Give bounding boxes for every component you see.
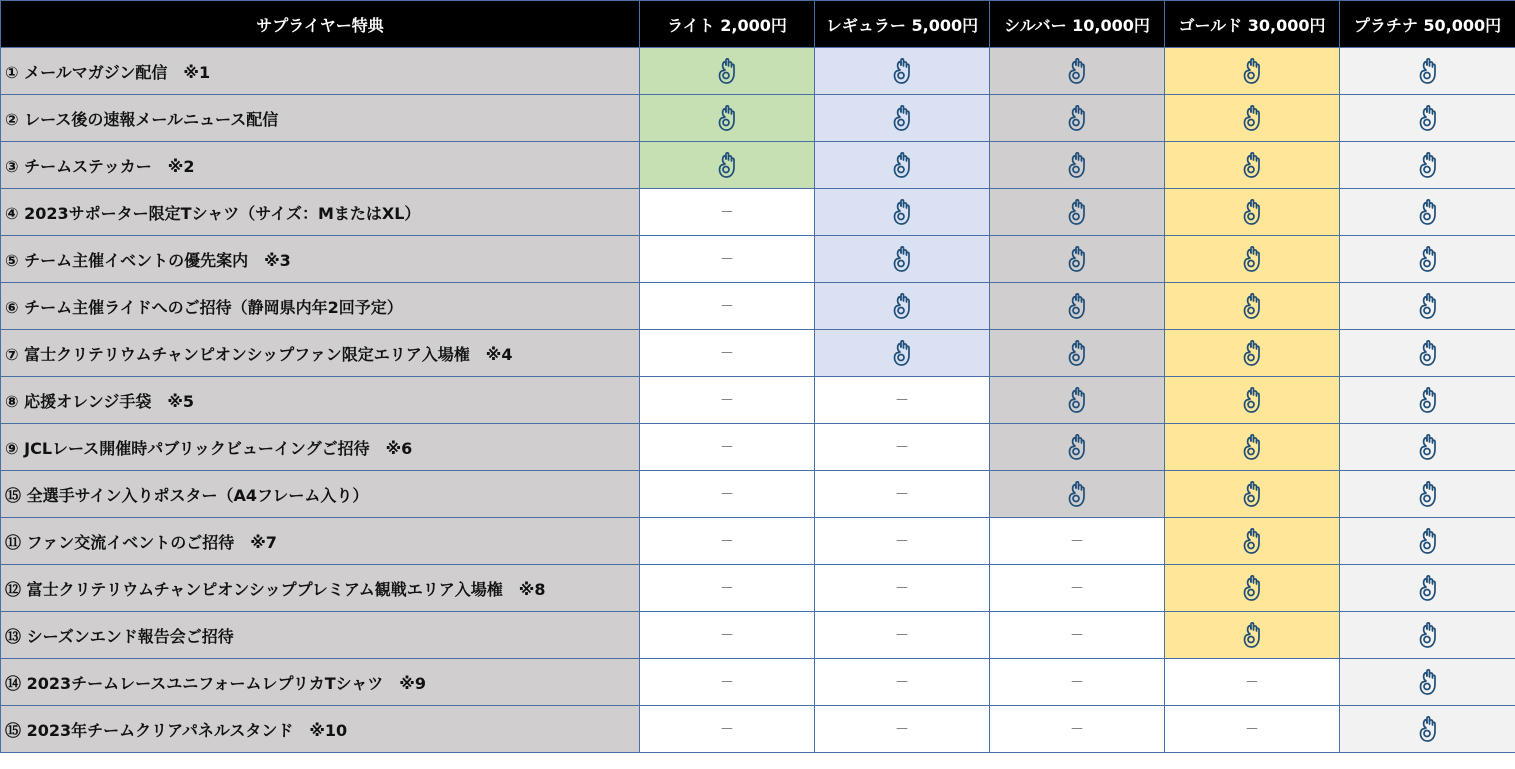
- ok-hand-icon: [1417, 151, 1439, 179]
- tier-cell-regular: [815, 283, 990, 330]
- tier-cell-light: [640, 283, 815, 330]
- header-tier-gold: ゴールド 30,000円: [1165, 1, 1340, 48]
- ok-hand-icon: [1241, 198, 1263, 226]
- not-included-dash: －: [720, 534, 734, 550]
- not-included-dash: －: [1070, 722, 1084, 738]
- benefit-label: ④ 2023サポーター限定Tシャツ（サイズ：MまたはXL）: [1, 189, 640, 236]
- benefit-label: ⑦ 富士クリテリウムチャンピオンシップファン限定エリア入場権 ※4: [1, 330, 640, 377]
- tier-cell-platinum: [1340, 236, 1515, 283]
- tier-cell-gold: [1165, 612, 1340, 659]
- tier-cell-regular: [815, 236, 990, 283]
- not-included-dash: －: [720, 722, 734, 738]
- table-row: [1, 424, 1515, 471]
- table-row: [1, 95, 1515, 142]
- not-included-dash: －: [1070, 534, 1084, 550]
- ok-hand-icon: [1417, 292, 1439, 320]
- header-tier-silver: シルバー 10,000円: [990, 1, 1165, 48]
- header-tier-light: ライト 2,000円: [640, 1, 815, 48]
- ok-hand-icon: [1066, 198, 1088, 226]
- tier-cell-light: [640, 471, 815, 518]
- tier-cell-platinum: [1340, 95, 1515, 142]
- not-included-dash: －: [895, 581, 909, 597]
- tier-cell-light: [640, 142, 815, 189]
- ok-hand-icon: [1417, 621, 1439, 649]
- ok-hand-icon: [1066, 339, 1088, 367]
- tier-cell-regular: [815, 706, 990, 753]
- header-row: [1, 1, 1515, 48]
- tier-cell-silver: [990, 142, 1165, 189]
- tier-cell-gold: [1165, 189, 1340, 236]
- ok-hand-icon: [891, 57, 913, 85]
- tier-cell-silver: [990, 283, 1165, 330]
- ok-hand-icon: [716, 57, 738, 85]
- ok-hand-icon: [1066, 386, 1088, 414]
- table-row: [1, 612, 1515, 659]
- tier-cell-light: [640, 659, 815, 706]
- ok-hand-icon: [1066, 433, 1088, 461]
- ok-hand-icon: [1241, 386, 1263, 414]
- tier-cell-light: [640, 236, 815, 283]
- table-row: [1, 659, 1515, 706]
- benefit-label: ⑫ 富士クリテリウムチャンピオンシッププレミアム観戦エリア入場権 ※8: [1, 565, 640, 612]
- benefit-label: ⑤ チーム主催イベントの優先案内 ※3: [1, 236, 640, 283]
- tier-cell-platinum: [1340, 424, 1515, 471]
- ok-hand-icon: [716, 151, 738, 179]
- table-row: [1, 565, 1515, 612]
- not-included-dash: －: [1070, 581, 1084, 597]
- tier-cell-gold: [1165, 424, 1340, 471]
- ok-hand-icon: [1066, 104, 1088, 132]
- tier-cell-regular: [815, 95, 990, 142]
- not-included-dash: －: [895, 393, 909, 409]
- tier-cell-light: [640, 706, 815, 753]
- tier-cell-silver: [990, 471, 1165, 518]
- not-included-dash: －: [720, 628, 734, 644]
- tier-cell-gold: [1165, 283, 1340, 330]
- header-tier-regular: レギュラー 5,000円: [815, 1, 990, 48]
- tier-cell-regular: [815, 142, 990, 189]
- ok-hand-icon: [1417, 574, 1439, 602]
- tier-cell-platinum: [1340, 142, 1515, 189]
- ok-hand-icon: [1066, 151, 1088, 179]
- ok-hand-icon: [1241, 151, 1263, 179]
- tier-cell-light: [640, 48, 815, 95]
- not-included-dash: －: [1245, 722, 1259, 738]
- ok-hand-icon: [1417, 480, 1439, 508]
- tier-cell-regular: [815, 48, 990, 95]
- tier-cell-silver: [990, 95, 1165, 142]
- tier-cell-light: [640, 95, 815, 142]
- tier-cell-silver: [990, 236, 1165, 283]
- tier-cell-light: [640, 377, 815, 424]
- tier-cell-gold: [1165, 142, 1340, 189]
- not-included-dash: －: [720, 252, 734, 268]
- tier-cell-silver: [990, 518, 1165, 565]
- table-row: [1, 142, 1515, 189]
- ok-hand-icon: [891, 339, 913, 367]
- table-row: [1, 518, 1515, 565]
- ok-hand-icon: [891, 292, 913, 320]
- tier-cell-regular: [815, 424, 990, 471]
- ok-hand-icon: [891, 151, 913, 179]
- header-tier-platinum: プラチナ 50,000円: [1340, 1, 1515, 48]
- tier-cell-platinum: [1340, 48, 1515, 95]
- tier-cell-platinum: [1340, 659, 1515, 706]
- benefit-label: ① メールマガジン配信 ※1: [1, 48, 640, 95]
- not-included-dash: －: [720, 205, 734, 221]
- table-row: [1, 48, 1515, 95]
- tier-cell-silver: [990, 659, 1165, 706]
- ok-hand-icon: [1417, 527, 1439, 555]
- tier-cell-regular: [815, 518, 990, 565]
- tier-cell-light: [640, 612, 815, 659]
- table-row: [1, 189, 1515, 236]
- benefit-rows: [1, 48, 1515, 753]
- ok-hand-icon: [1066, 480, 1088, 508]
- ok-hand-icon: [891, 104, 913, 132]
- ok-hand-icon: [1241, 574, 1263, 602]
- tier-cell-gold: [1165, 659, 1340, 706]
- not-included-dash: －: [895, 628, 909, 644]
- tier-cell-platinum: [1340, 612, 1515, 659]
- table-row: [1, 330, 1515, 377]
- not-included-dash: －: [1070, 675, 1084, 691]
- not-included-dash: －: [720, 299, 734, 315]
- tier-cell-platinum: [1340, 377, 1515, 424]
- ok-hand-icon: [1241, 104, 1263, 132]
- table-row: [1, 236, 1515, 283]
- ok-hand-icon: [1417, 715, 1439, 743]
- tier-cell-platinum: [1340, 565, 1515, 612]
- tier-cell-silver: [990, 189, 1165, 236]
- table-row: [1, 706, 1515, 753]
- tier-cell-regular: [815, 330, 990, 377]
- tier-cell-light: [640, 565, 815, 612]
- tier-cell-platinum: [1340, 283, 1515, 330]
- not-included-dash: －: [895, 440, 909, 456]
- not-included-dash: －: [720, 675, 734, 691]
- tier-cell-silver: [990, 424, 1165, 471]
- not-included-dash: －: [720, 440, 734, 456]
- tier-cell-gold: [1165, 518, 1340, 565]
- benefit-label: ⑮ 全選手サイン入りポスター（A4フレーム入り）: [1, 471, 640, 518]
- tier-cell-regular: [815, 471, 990, 518]
- not-included-dash: －: [1070, 628, 1084, 644]
- tier-cell-platinum: [1340, 518, 1515, 565]
- tier-cell-silver: [990, 377, 1165, 424]
- table-row: [1, 377, 1515, 424]
- tier-cell-regular: [815, 659, 990, 706]
- ok-hand-icon: [1417, 433, 1439, 461]
- benefit-label: ⑭ 2023チームレースユニフォームレプリカTシャツ ※9: [1, 659, 640, 706]
- benefit-label: ② レース後の速報メールニュース配信: [1, 95, 640, 142]
- tier-cell-gold: [1165, 706, 1340, 753]
- ok-hand-icon: [1241, 433, 1263, 461]
- ok-hand-icon: [1417, 339, 1439, 367]
- tier-cell-light: [640, 424, 815, 471]
- ok-hand-icon: [1066, 292, 1088, 320]
- ok-hand-icon: [1417, 245, 1439, 273]
- header-benefit: サプライヤー特典: [1, 1, 640, 48]
- not-included-dash: －: [720, 393, 734, 409]
- tier-cell-gold: [1165, 565, 1340, 612]
- ok-hand-icon: [1241, 480, 1263, 508]
- tier-cell-regular: [815, 612, 990, 659]
- tier-cell-gold: [1165, 95, 1340, 142]
- ok-hand-icon: [1241, 527, 1263, 555]
- not-included-dash: －: [895, 487, 909, 503]
- table-row: [1, 283, 1515, 330]
- benefit-label: ⑬ シーズンエンド報告会ご招待: [1, 612, 640, 659]
- tier-cell-platinum: [1340, 330, 1515, 377]
- ok-hand-icon: [1241, 292, 1263, 320]
- tier-cell-gold: [1165, 236, 1340, 283]
- ok-hand-icon: [1241, 339, 1263, 367]
- tier-cell-light: [640, 189, 815, 236]
- not-included-dash: －: [895, 675, 909, 691]
- benefit-label: ③ チームステッカー ※2: [1, 142, 640, 189]
- tier-cell-regular: [815, 377, 990, 424]
- not-included-dash: －: [720, 487, 734, 503]
- tier-cell-gold: [1165, 377, 1340, 424]
- not-included-dash: －: [720, 346, 734, 362]
- tier-cell-light: [640, 330, 815, 377]
- ok-hand-icon: [1417, 57, 1439, 85]
- benefit-label: ⑪ ファン交流イベントのご招待 ※7: [1, 518, 640, 565]
- ok-hand-icon: [1066, 57, 1088, 85]
- tier-cell-light: [640, 518, 815, 565]
- ok-hand-icon: [1417, 668, 1439, 696]
- tier-cell-platinum: [1340, 471, 1515, 518]
- ok-hand-icon: [891, 245, 913, 273]
- ok-hand-icon: [1417, 386, 1439, 414]
- not-included-dash: －: [1245, 675, 1259, 691]
- tier-cell-silver: [990, 612, 1165, 659]
- tier-cell-regular: [815, 189, 990, 236]
- ok-hand-icon: [1066, 245, 1088, 273]
- benefit-label: ⑨ JCLレース開催時パブリックビューイングご招待 ※6: [1, 424, 640, 471]
- ok-hand-icon: [716, 104, 738, 132]
- not-included-dash: －: [895, 534, 909, 550]
- benefit-label: ⑮ 2023年チームクリアパネルスタンド ※10: [1, 706, 640, 753]
- tier-cell-silver: [990, 330, 1165, 377]
- tier-cell-silver: [990, 706, 1165, 753]
- tier-cell-gold: [1165, 48, 1340, 95]
- tier-cell-platinum: [1340, 189, 1515, 236]
- table-row: [1, 471, 1515, 518]
- tier-cell-regular: [815, 565, 990, 612]
- ok-hand-icon: [1417, 198, 1439, 226]
- tier-cell-silver: [990, 565, 1165, 612]
- not-included-dash: －: [895, 722, 909, 738]
- ok-hand-icon: [1417, 104, 1439, 132]
- not-included-dash: －: [720, 581, 734, 597]
- tier-cell-platinum: [1340, 706, 1515, 753]
- benefit-label: ⑥ チーム主催ライドへのご招待（静岡県内年2回予定）: [1, 283, 640, 330]
- ok-hand-icon: [1241, 57, 1263, 85]
- benefit-label: ⑧ 応援オレンジ手袋 ※5: [1, 377, 640, 424]
- tier-cell-gold: [1165, 471, 1340, 518]
- ok-hand-icon: [1241, 621, 1263, 649]
- ok-hand-icon: [1241, 245, 1263, 273]
- ok-hand-icon: [891, 198, 913, 226]
- tier-cell-gold: [1165, 330, 1340, 377]
- tier-cell-silver: [990, 48, 1165, 95]
